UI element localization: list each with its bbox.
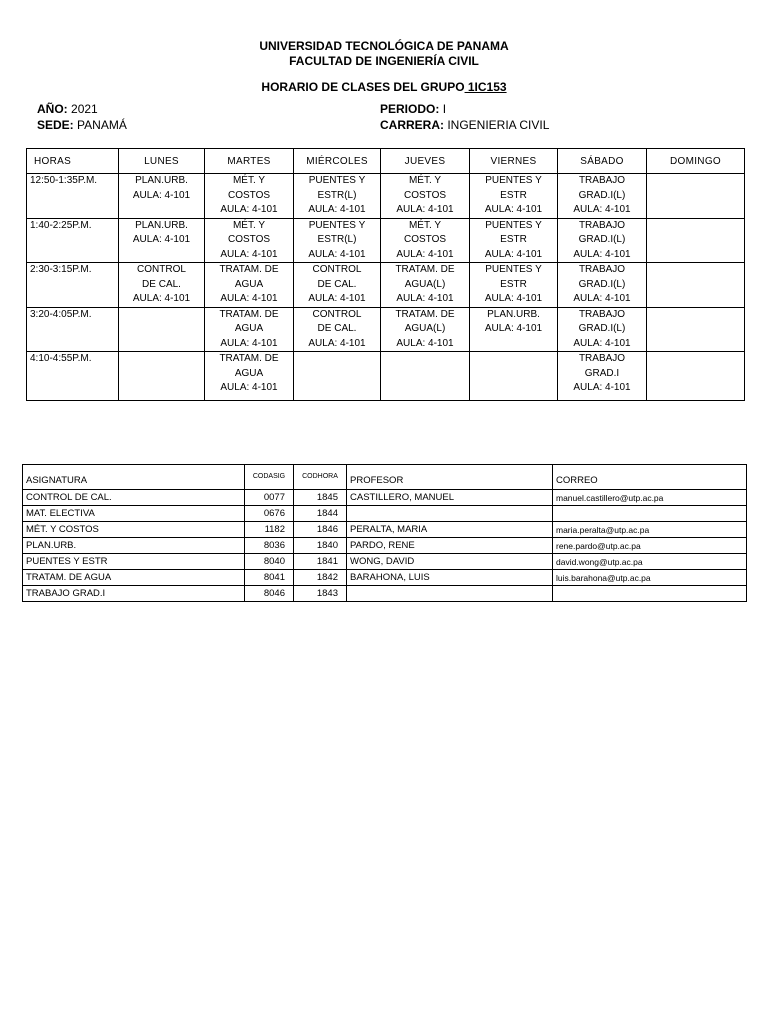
schedule-column-header: HORAS <box>27 149 119 174</box>
time-slot: 2:30-3:15P.M. <box>27 263 119 308</box>
schedule-cell <box>381 174 470 219</box>
schedule-cell-line: AULA: 4-101 <box>573 248 631 260</box>
schedule-code: 1841 <box>294 554 347 570</box>
schedule-cell <box>119 352 205 401</box>
subject-row <box>23 506 747 522</box>
subject-row <box>23 554 747 570</box>
period-row <box>380 101 549 117</box>
schedule-cell <box>647 174 745 219</box>
subject-code: 0676 <box>245 506 294 522</box>
schedule-column-header: DOMINGO <box>647 149 745 174</box>
subject-code: 8046 <box>245 586 294 602</box>
schedule-cell-line: AULA: 4-101 <box>573 337 631 349</box>
professor-name <box>347 506 553 522</box>
schedule-cell-line: AGUA <box>234 367 264 379</box>
schedule-column-header: LUNES <box>119 149 205 174</box>
professor-name: CASTILLERO, MANUEL <box>347 490 553 506</box>
schedule-cell <box>558 218 647 263</box>
time-slot: 4:10-4:55P.M. <box>27 352 119 401</box>
subject-name: TRATAM. DE AGUA <box>23 570 245 586</box>
schedule-column-header: JUEVES <box>381 149 470 174</box>
schedule-cell <box>470 263 558 308</box>
schedule-table <box>26 148 745 401</box>
schedule-cell <box>294 218 381 263</box>
schedule-cell <box>381 263 470 308</box>
schedule-cell-line: AULA: 4-101 <box>308 248 366 260</box>
schedule-cell <box>119 218 205 263</box>
schedule-code: 1844 <box>294 506 347 522</box>
schedule-cell-line: AULA: 4-101 <box>132 293 191 304</box>
subjects-column-header: CODASIG <box>245 465 294 490</box>
subject-name: PUENTES Y ESTR <box>23 554 245 570</box>
schedule-cell-line: COSTOS <box>403 234 447 245</box>
schedule-cell-line: ESTR(L) <box>317 234 357 245</box>
subjects-body <box>23 490 747 602</box>
schedule-header <box>27 149 745 174</box>
schedule-cell <box>294 352 381 401</box>
schedule-cell <box>294 307 381 352</box>
schedule-cell-line: AGUA <box>234 278 264 290</box>
subject-name: MAT. ELECTIVA <box>23 506 245 522</box>
time-slot: 3:20-4:05P.M. <box>27 307 119 352</box>
schedule-cell-line: TRABAJO <box>578 175 626 186</box>
subject-row <box>23 490 747 506</box>
professor-name: PARDO, RENE <box>347 538 553 554</box>
schedule-cell <box>381 352 470 401</box>
year-row <box>37 101 127 117</box>
time-slot: 1:40-2:25P.M. <box>27 218 119 263</box>
schedule-cell-line: AULA: 4-101 <box>220 204 278 215</box>
schedule-cell-line: MÉT. Y <box>408 219 442 231</box>
time-slot: 12:50-1:35P.M. <box>27 174 119 219</box>
professor-email: luis.barahona@utp.ac.pa <box>553 570 747 586</box>
professor-name <box>347 586 553 602</box>
schedule-cell <box>647 307 745 352</box>
schedule-cell-line: PLAN.URB. <box>487 308 540 320</box>
subject-code: 8040 <box>245 554 294 570</box>
schedule-row <box>27 352 745 401</box>
professor-email <box>553 586 747 602</box>
schedule-cell-line: COSTOS <box>403 189 447 201</box>
subject-code: 0077 <box>245 490 294 506</box>
period-value: I <box>442 102 447 116</box>
meta-right <box>380 101 549 133</box>
subject-code: 8036 <box>245 538 294 554</box>
schedule-cell-line: PLAN.URB. <box>135 219 188 231</box>
schedule-cell-line: AULA: 4-101 <box>484 248 543 260</box>
schedule-cell <box>558 174 647 219</box>
schedule-cell <box>205 218 294 263</box>
career-row <box>380 117 549 133</box>
schedule-column-header: MARTES <box>205 149 294 174</box>
schedule-cell <box>205 307 294 352</box>
professor-email <box>553 506 747 522</box>
subject-code: 8041 <box>245 570 294 586</box>
site-label: SEDE: <box>37 118 74 132</box>
schedule-cell-line: AULA: 4-101 <box>308 293 366 304</box>
schedule-cell <box>558 307 647 352</box>
schedule-row <box>27 263 745 308</box>
schedule-cell-line: DE CAL. <box>317 278 357 290</box>
schedule-cell-line: COSTOS <box>227 189 271 201</box>
subjects-column-header: CODHORA <box>294 465 347 490</box>
schedule-cell-line: PUENTES Y <box>485 175 542 186</box>
subjects-table <box>22 464 747 602</box>
faculty-name: FACULTAD DE INGENIERÍA CIVIL <box>289 54 479 68</box>
subject-name: PLAN.URB. <box>23 538 245 554</box>
schedule-column-header: SÁBADO <box>558 149 647 174</box>
schedule-cell-line: AULA: 4-101 <box>132 189 191 201</box>
professor-name: WONG, DAVID <box>347 554 553 570</box>
subject-code: 1182 <box>245 522 294 538</box>
subject-row <box>23 538 747 554</box>
schedule-code: 1842 <box>294 570 347 586</box>
period-label: PERIODO: <box>380 102 440 116</box>
schedule-cell-line: GRAD.I(L) <box>578 278 626 290</box>
schedule-cell <box>470 174 558 219</box>
meta-left <box>37 101 127 133</box>
schedule-title <box>0 80 768 94</box>
year-label: AÑO: <box>37 102 68 116</box>
site-value: PANAMÁ <box>77 118 127 132</box>
schedule-cell-line: PUENTES Y <box>485 219 542 231</box>
professor-email: david.wong@utp.ac.pa <box>553 554 747 570</box>
professor-email: maria.peralta@utp.ac.pa <box>553 522 747 538</box>
title-prefix: HORARIO DE CLASES DEL GRUPO <box>261 80 465 94</box>
schedule-cell-line: PUENTES Y <box>308 219 366 231</box>
schedule-cell-line: TRABAJO <box>578 308 626 320</box>
schedule-row <box>27 218 745 263</box>
schedule-cell-line: MÉT. Y <box>408 175 442 186</box>
schedule-cell-line: AULA: 4-101 <box>573 293 631 304</box>
professor-name: PERALTA, MARIA <box>347 522 553 538</box>
schedule-cell <box>205 352 294 401</box>
document-header <box>0 39 768 69</box>
schedule-cell-line: AULA: 4-101 <box>220 293 278 304</box>
schedule-cell-line: DE CAL. <box>317 323 357 334</box>
schedule-cell-line: ESTR(L) <box>317 189 357 201</box>
schedule-column-header: VIERNES <box>470 149 558 174</box>
subjects-column-header: PROFESOR <box>347 465 553 490</box>
university-name: UNIVERSIDAD TECNOLÓGICA DE PANAMA <box>259 39 509 53</box>
year-value: 2021 <box>71 102 98 116</box>
schedule-cell-line: TRATAM. DE <box>219 308 279 320</box>
schedule-cell-line: DE CAL. <box>142 278 181 290</box>
schedule-cell-line: TRATAM. DE <box>395 308 455 320</box>
schedule-cell-line: GRAD.I <box>584 367 620 379</box>
schedule-cell-line: GRAD.I(L) <box>578 323 626 334</box>
subject-row <box>23 570 747 586</box>
subjects-header <box>23 465 747 490</box>
schedule-cell <box>205 174 294 219</box>
professor-email: manuel.castillero@utp.ac.pa <box>553 490 747 506</box>
schedule-cell-line: PUENTES Y <box>308 175 366 186</box>
subjects-column-header: CORREO <box>553 465 747 490</box>
schedule-cell-line: AULA: 4-101 <box>396 337 454 349</box>
schedule-cell <box>647 352 745 401</box>
schedule-cell-line: TRATAM. DE <box>219 264 279 275</box>
schedule-cell-line: CONTROL <box>312 308 362 320</box>
schedule-cell-line: TRATAM. DE <box>219 353 279 364</box>
schedule-cell <box>558 352 647 401</box>
schedule-cell-line: AULA: 4-101 <box>396 248 454 260</box>
schedule-row <box>27 174 745 219</box>
schedule-cell-line: ESTR <box>500 234 527 245</box>
schedule-cell-line: AGUA(L) <box>404 278 446 290</box>
subject-row <box>23 586 747 602</box>
subject-row <box>23 522 747 538</box>
schedule-cell-line: CONTROL <box>312 264 362 275</box>
schedule-body <box>27 174 745 401</box>
schedule-cell-line: AULA: 4-101 <box>220 382 278 393</box>
subjects-column-header: ASIGNATURA <box>23 465 245 490</box>
schedule-row <box>27 307 745 352</box>
professor-name: BARAHONA, LUIS <box>347 570 553 586</box>
schedule-cell-line: TRABAJO <box>578 219 626 231</box>
schedule-code: 1843 <box>294 586 347 602</box>
schedule-cell-line: AGUA(L) <box>404 323 446 334</box>
schedule-cell-line: AULA: 4-101 <box>573 382 631 393</box>
schedule-cell-line: TRABAJO <box>578 353 626 364</box>
schedule-cell-line: COSTOS <box>227 234 271 245</box>
schedule-cell-line: AULA: 4-101 <box>396 204 454 215</box>
schedule-cell-line: AULA: 4-101 <box>484 204 543 215</box>
schedule-cell-line: GRAD.I(L) <box>578 189 626 201</box>
schedule-cell-line: AULA: 4-101 <box>484 323 543 334</box>
schedule-cell-line: AGUA <box>234 323 264 334</box>
subject-name: MÉT. Y COSTOS <box>23 522 245 538</box>
schedule-cell <box>381 218 470 263</box>
site-row <box>37 117 127 133</box>
schedule-cell-line: TRABAJO <box>578 264 626 275</box>
schedule-code: 1845 <box>294 490 347 506</box>
schedule-cell <box>119 174 205 219</box>
career-value: INGENIERIA CIVIL <box>447 118 550 132</box>
schedule-cell <box>558 263 647 308</box>
schedule-cell-line: AULA: 4-101 <box>220 248 278 260</box>
subject-name: CONTROL DE CAL. <box>23 490 245 506</box>
schedule-cell-line: AULA: 4-101 <box>220 337 278 349</box>
schedule-cell-line: AULA: 4-101 <box>132 234 191 245</box>
schedule-cell <box>294 174 381 219</box>
schedule-code: 1840 <box>294 538 347 554</box>
schedule-cell <box>381 307 470 352</box>
schedule-cell-line: AULA: 4-101 <box>308 204 366 215</box>
schedule-cell <box>119 263 205 308</box>
schedule-cell <box>470 352 558 401</box>
schedule-cell-line: TRATAM. DE <box>395 264 455 275</box>
schedule-cell-line: AULA: 4-101 <box>484 293 543 304</box>
career-label: CARRERA: <box>380 118 444 132</box>
schedule-cell-line: CONTROL <box>137 264 186 275</box>
schedule-cell-line: AULA: 4-101 <box>308 337 366 349</box>
schedule-cell <box>470 307 558 352</box>
schedule-cell <box>119 307 205 352</box>
schedule-code: 1846 <box>294 522 347 538</box>
schedule-cell-line: MÉT. Y <box>232 175 266 186</box>
schedule-column-header: MIÉRCOLES <box>294 149 381 174</box>
schedule-cell-line: ESTR <box>500 278 527 290</box>
schedule-cell-line: AULA: 4-101 <box>573 204 631 215</box>
schedule-cell <box>647 263 745 308</box>
schedule-cell-line: GRAD.I(L) <box>578 234 626 245</box>
schedule-cell-line: PLAN.URB. <box>135 175 188 186</box>
schedule-cell <box>294 263 381 308</box>
schedule-cell-line: MÉT. Y <box>232 219 266 231</box>
schedule-cell <box>205 263 294 308</box>
schedule-cell-line: AULA: 4-101 <box>396 293 454 304</box>
group-code: 1IC153 <box>464 80 507 94</box>
schedule-cell-line: ESTR <box>500 189 527 201</box>
subject-name: TRABAJO GRAD.I <box>23 586 245 602</box>
schedule-cell <box>647 218 745 263</box>
schedule-cell-line: PUENTES Y <box>485 264 542 275</box>
schedule-cell <box>470 218 558 263</box>
professor-email: rene.pardo@utp.ac.pa <box>553 538 747 554</box>
